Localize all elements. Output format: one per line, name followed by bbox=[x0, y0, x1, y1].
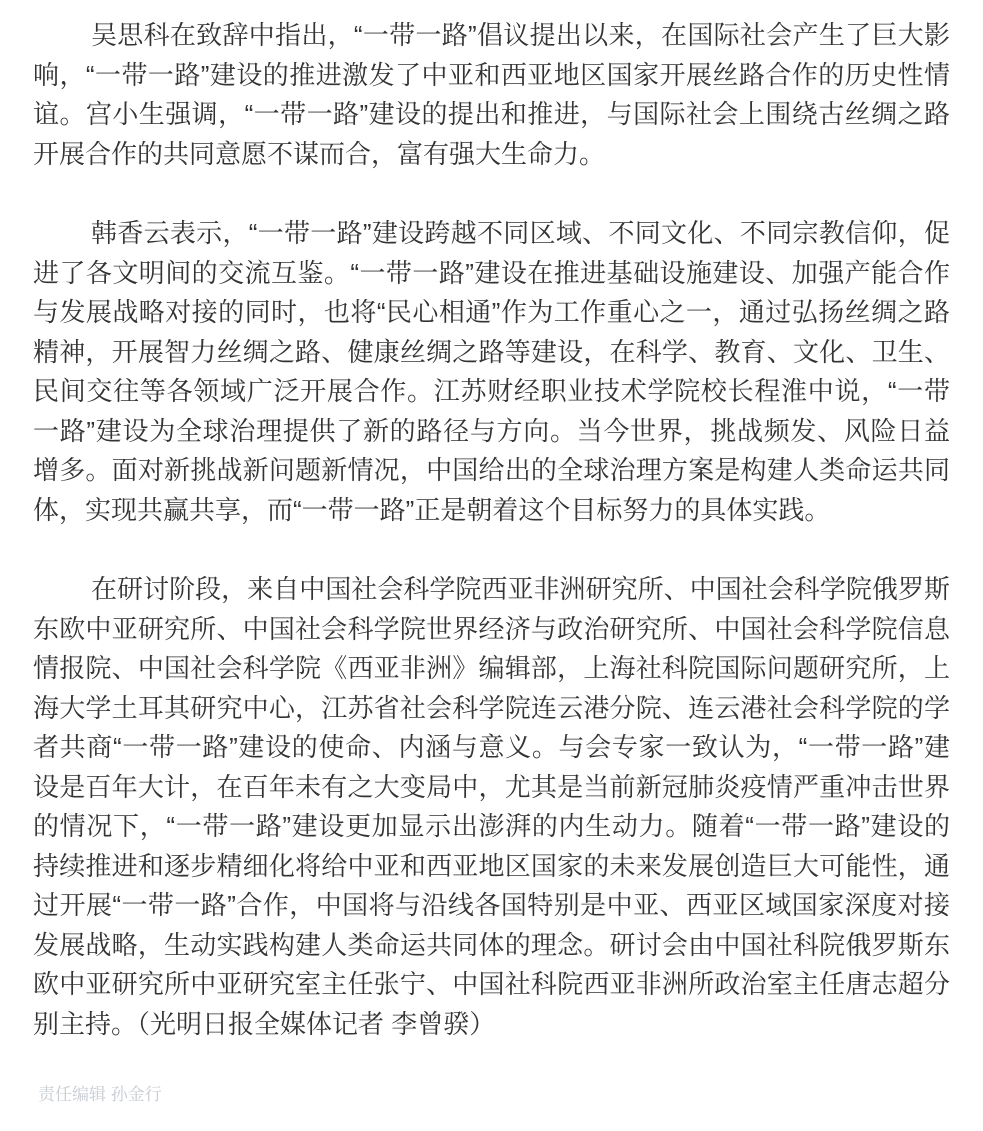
editor-byline: 责任编辑 孙金行 bbox=[38, 1085, 162, 1104]
article-paragraph-2: 韩香云表示，“一带一路”建设跨越不同区域、不同文化、不同宗教信仰，促进了各文明间的交流互鉴。“一带一路”建设在推进基础设施建设、加强产能合作与发展战略对接的同时，也将“民心相通”作为工作重心之一，通过弘扬丝绸之路精神，开展智力丝绸之路、健康丝绸之路等建设，在科学、教育、文化、卫生、民间交往等各领域广泛开展合作。江苏财经职业技术学院校长程淮中说，“一带一路”建设为全球治理提供了新的路径与方向。当今世界，挑战频发、风险日益增多。面对新挑战新问题新情况，中国给出的全球治理方案是构建人类命运共同体，实现共赢共享，而“一带一路”正是朝着这个目标努力的具体实践。 bbox=[33, 218, 950, 525]
article-paragraph-3: 在研讨阶段，来自中国社会科学院西亚非洲研究所、中国社会科学院俄罗斯东欧中亚研究所、中国社会科学院世界经济与政治研究所、中国社会科学院信息情报院、中国社会科学院《西亚非洲》编辑部，上海社科院国际问题研究所，上海大学土耳其研究中心，江苏省社会科学院连云港分院、连云港社会科学院的学者共商“一带一路”建设的使命、内涵与意义。与会专家一致认为，“一带一路”建设是百年大计，在百年未有之大变局中，尤其是当前新冠肺炎疫情严重冲击世界的情况下，“一带一路”建设更加显示出澎湃的内生动力。随着“一带一路”建设的持续推进和逐步精细化将给中亚和西亚地区国家的未来发展创造巨大可能性，通过开展“一带一路”合作，中国将与沿线各国特别是中亚、西亚区域国家深度对接发展战略，生动实践构建人类命运共同体的理念。研讨会由中国社科院俄罗斯东欧中亚研究所中亚研究室主任张宁、中国社科院西亚非洲所政治室主任唐志超分别主持。（光明日报全媒体记者 李曾骙） bbox=[33, 574, 950, 1039]
article-body bbox=[33, 16, 950, 1044]
article-paragraph-1: 吴思科在致辞中指出，“一带一路”倡议提出以来，在国际社会产生了巨大影响，“一带一路”建设的推进激发了中亚和西亚地区国家开展丝路合作的历史性情谊。宫小生强调，“一带一路”建设的提出和推进，与国际社会上围绕古丝绸之路开展合作的共同意愿不谋而合，富有强大生命力。 bbox=[33, 20, 950, 169]
